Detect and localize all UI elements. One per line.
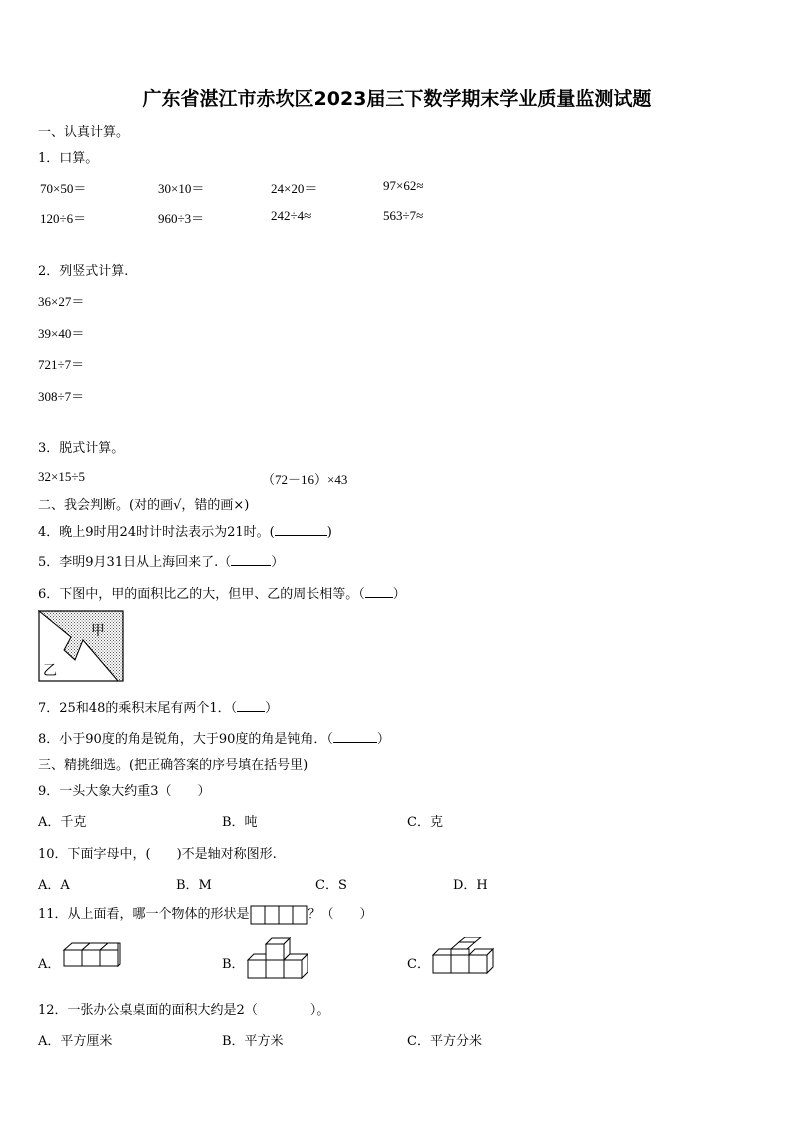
cube-figure-a[interactable]: [62, 938, 122, 976]
mental-calc-item: 960÷3＝: [158, 211, 205, 226]
answer-blank[interactable]: [231, 553, 271, 566]
figure-label-yi: 乙: [43, 663, 57, 679]
option-a[interactable]: A．平方厘米: [38, 1034, 113, 1049]
question-12-text: 12．一张办公桌桌面的面积大约是2（ ）。: [38, 1003, 330, 1018]
top-view-strip-figure: [250, 905, 308, 925]
stepwise-calc-item: （72－16）×43: [262, 472, 348, 487]
cube-figure-b[interactable]: [246, 936, 308, 982]
question-11: [38, 903, 373, 925]
question-2-label: 2．列竖式计算.: [38, 264, 129, 279]
option-a[interactable]: A．: [38, 957, 61, 972]
question-8-close: ）: [376, 732, 390, 747]
answer-blank[interactable]: [237, 699, 265, 712]
question-7: [38, 697, 278, 716]
mental-calc-item: 24×20＝: [271, 181, 318, 196]
question-5: [38, 551, 284, 570]
page-title: 广东省湛江市赤坎区2023届三下数学期末学业质量监测试题: [142, 88, 652, 110]
vertical-calc-item: 721÷7＝: [38, 357, 85, 372]
option-c[interactable]: C．平方分米: [407, 1034, 482, 1049]
question-6-close: ）: [392, 587, 406, 602]
option-c[interactable]: C．: [407, 957, 430, 972]
mental-calc-item: 120÷6＝: [40, 211, 87, 226]
option-d[interactable]: D．H: [453, 878, 488, 893]
mental-calc-item: 70×50＝: [40, 181, 87, 196]
answer-blank[interactable]: [275, 523, 327, 536]
vertical-calc-item: 36×27＝: [38, 294, 85, 309]
option-c[interactable]: C．S: [315, 878, 347, 893]
question-8-text: 8．小于90度的角是锐角，大于90度的角是钝角．（: [38, 732, 333, 747]
question-11-text-before: 11．从上面看，哪一个物体的形状是: [38, 907, 250, 922]
stepwise-calc-item: 32×15÷5: [38, 469, 85, 484]
mental-calc-item: 30×10＝: [158, 181, 205, 196]
mental-calc-item: 563÷7≈: [383, 208, 424, 223]
question-4: [38, 521, 332, 540]
option-b[interactable]: B．: [222, 957, 245, 972]
option-a[interactable]: A．千克: [38, 815, 87, 830]
question-10-text: 10．下面字母中，( )不是轴对称图形.: [38, 847, 277, 862]
question-7-text: 7．25和48的乘积末尾有两个1．（: [38, 701, 238, 716]
answer-blank[interactable]: [365, 585, 393, 598]
section-heading-2: 二、我会判断。(对的画√，错的画×): [38, 498, 250, 513]
cube-figure-c[interactable]: [431, 937, 495, 977]
area-perimeter-figure: [38, 610, 124, 682]
mental-calc-item: 97×62≈: [383, 178, 424, 193]
question-11-text-after: ？（ ）: [307, 907, 373, 922]
question-8: [38, 728, 390, 747]
question-6-text: 6．下图中，甲的面积比乙的大，但甲、乙的周长相等。（: [38, 587, 365, 602]
figure-label-jia: 甲: [91, 623, 105, 639]
question-1-label: 1．口算。: [38, 151, 99, 166]
option-b[interactable]: B．平方米: [222, 1034, 284, 1049]
option-c[interactable]: C．克: [407, 815, 443, 830]
option-b[interactable]: B．吨: [222, 815, 258, 830]
question-6: [38, 583, 406, 602]
question-7-close: ）: [265, 701, 279, 716]
option-b[interactable]: B．M: [176, 878, 212, 893]
question-4-close: ): [326, 525, 332, 540]
option-a[interactable]: A．A: [38, 878, 70, 893]
section-heading-3: 三、精挑细选。(把正确答案的序号填在括号里): [38, 758, 309, 773]
question-5-close: ）: [271, 555, 285, 570]
question-3-label: 3．脱式计算。: [38, 441, 125, 456]
question-4-text: 4．晚上9时用24时计时法表示为21时。(: [38, 525, 275, 540]
answer-blank[interactable]: [333, 730, 377, 743]
vertical-calc-item: 308÷7＝: [38, 389, 85, 404]
question-9-text: 9．一头大象大约重3（ ）: [38, 784, 211, 799]
mental-calc-item: 242÷4≈: [271, 208, 312, 223]
question-5-text: 5．李明9月31日从上海回来了.（: [38, 555, 232, 570]
vertical-calc-item: 39×40＝: [38, 326, 85, 341]
section-heading-1: 一、认真计算。: [38, 125, 130, 140]
